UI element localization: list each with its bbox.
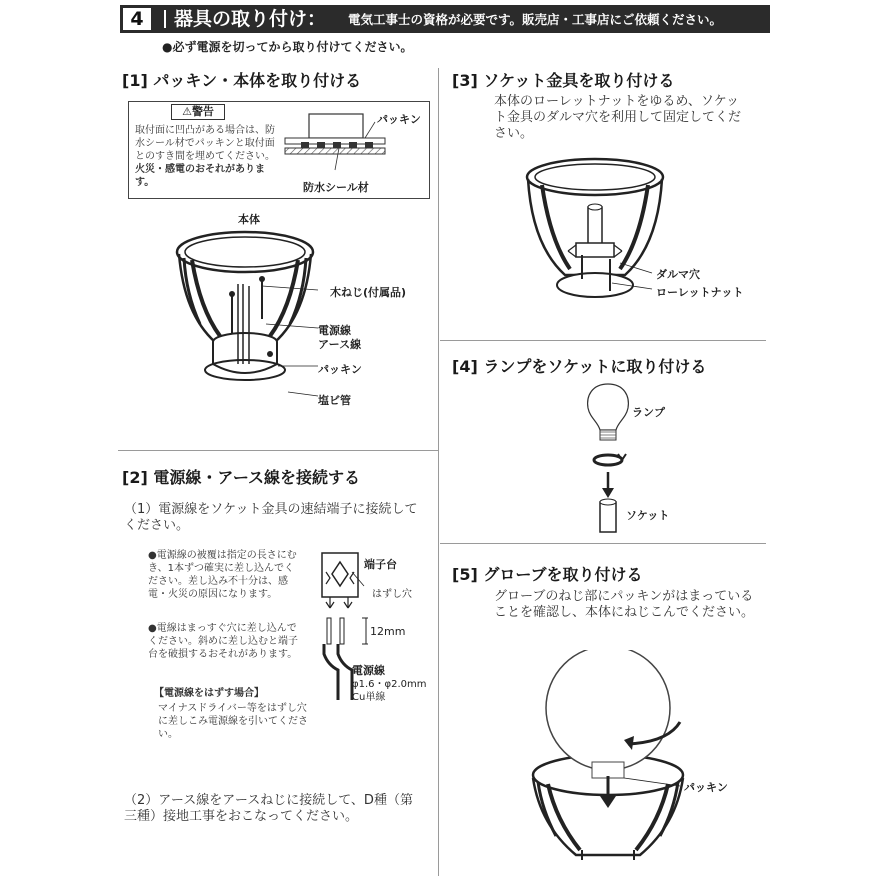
wire-spec-label: φ1.6・φ2.0mm [352, 679, 427, 690]
sealant-label: 防水シール材 [303, 181, 369, 194]
section2-step1: （1）電源線をソケット金具の速結端子に接続してください。 [124, 502, 418, 533]
body-leader-lines [258, 280, 322, 410]
column-divider [438, 68, 439, 876]
warning-label: 警告 [191, 105, 214, 118]
remove-text: マイナスドライバー等をはずし穴に差しこみ電源線を引いてください。 [158, 703, 308, 740]
socket-label: ソケット [626, 509, 670, 522]
section4-title: [4] ランプをソケットに取り付ける [452, 357, 707, 376]
release-hole-label: はずし穴 [372, 589, 412, 600]
globe-diagram [528, 650, 708, 860]
section2-step2: （2）アース線をアースねじに接続して、D種（第三種）接地工事をおこなってください。 [124, 793, 413, 824]
remove-title: 【電源線をはずす場合】 [154, 688, 264, 699]
earth-wire-label: アース線 [318, 338, 362, 351]
section-divider [440, 543, 766, 544]
packing-label-2: パッキン [318, 363, 362, 376]
warning-box [128, 101, 430, 199]
keyhole-label: ダルマ穴 [656, 268, 700, 281]
power-off-notice: ●必ず電源を切ってから取り付けてください。 [162, 40, 413, 54]
header-divider [164, 10, 166, 28]
section3-text: 本体のローレットナットをゆるめ、ソケット金具のダルマ穴を利用して固定してください。 [494, 94, 742, 141]
warning-text [135, 124, 275, 189]
section3-title: [3] ソケット金具を取り付ける [452, 71, 675, 90]
section-divider [440, 340, 766, 341]
knurled-nut-label: ローレットナット [656, 286, 744, 299]
section1-title: [1] パッキン・本体を取り付ける [122, 71, 362, 90]
warning-emphasis: 火災・感電のおそれがあります。 [135, 164, 265, 188]
section-title: 器具の取り付け： [174, 8, 327, 30]
section5-title: [5] グローブを取り付ける [452, 565, 643, 584]
terminal-label: 端子台 [364, 558, 397, 571]
pvc-pipe-label: 塩ビ管 [318, 394, 351, 407]
socket-bracket-diagram [520, 155, 670, 310]
lamp-label: ランプ [632, 406, 665, 419]
warning-title [171, 104, 225, 120]
wire-label: 電源線 [352, 664, 385, 677]
warning-triangle-icon: ⚠ [182, 105, 192, 118]
wire-type-label: Cu単線 [352, 692, 386, 703]
strip-note: ●電源線の被覆は指定の長さにむき、1本ずつ確実に差し込んでください。差し込み不十分は、感電・火災の原因になります。 [148, 550, 297, 600]
section-header [120, 5, 770, 33]
globe-packing-label: パッキン [684, 781, 728, 794]
power-wire-label: 電源線 [318, 324, 351, 337]
section-number: 4 [120, 5, 154, 33]
section-divider [118, 450, 438, 451]
warning-body: 取付面に凹凸がある場合は、防水シール材でパッキンと取付面とのすき間を埋めてください。 [135, 125, 275, 162]
section5-text: グローブのねじ部にパッキンがはまっていることを確認し、本体にねじこんでください。 [494, 589, 755, 620]
strip-length-label: 12mm [370, 625, 406, 638]
insert-note: ●電線はまっすぐ穴に差し込んでください。斜めに差し込むと端子台を破損するおそれがあります。 [148, 623, 298, 660]
body-label: 本体 [238, 213, 260, 226]
packing-label: パッキン [377, 113, 421, 126]
section2-title: [2] 電源線・アース線を接続する [122, 468, 361, 487]
screw-label: 木ねじ(付属品) [330, 286, 407, 299]
section-subtitle: 電気工事士の資格が必要です。販売店・工事店にご依頼ください。 [348, 12, 723, 27]
